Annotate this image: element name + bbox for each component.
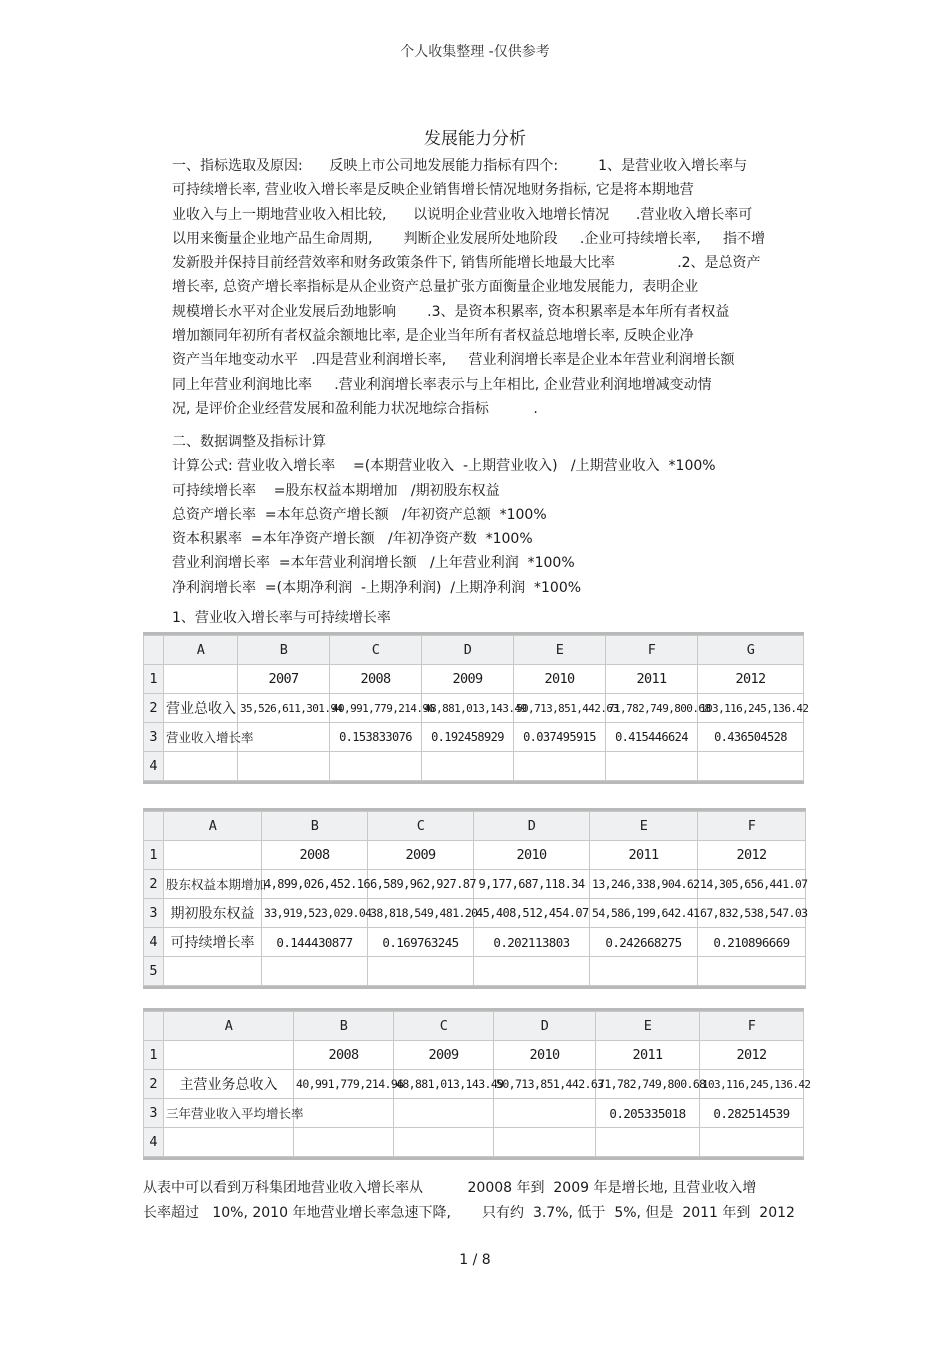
cell: 0.205335018	[596, 1099, 700, 1128]
row-header: 1	[144, 1041, 164, 1070]
cell	[164, 752, 238, 781]
intro-line: 业收入与上一期地营业收入相比较, 以说明企业营业收入地增长情况 .营业收入增长率可	[172, 206, 753, 223]
cell	[394, 1128, 494, 1157]
column-header: B	[238, 636, 330, 665]
cell	[698, 957, 806, 986]
table-row	[144, 870, 806, 899]
cell	[514, 752, 606, 781]
cell: 2009	[422, 665, 514, 694]
cell: 0.144430877	[262, 928, 368, 957]
row-header: 3	[144, 899, 164, 928]
row-header: 2	[144, 694, 164, 723]
cell	[164, 957, 262, 986]
cell	[330, 752, 422, 781]
cell: 0.415446624	[606, 723, 698, 752]
cell: 6,589,962,927.87	[368, 870, 474, 899]
cell: 4,899,026,452.16	[262, 870, 368, 899]
row-header: 5	[144, 957, 164, 986]
cell	[262, 957, 368, 986]
column-header: D	[422, 636, 514, 665]
intro-line: 一、指标选取及原因: 反映上市公司地发展能力指标有四个: 1、是营业收入增长率与	[172, 158, 748, 174]
corner-cell	[144, 636, 164, 665]
table-row	[144, 1070, 804, 1099]
cell: 50,713,851,442.63	[494, 1070, 596, 1099]
formula-line: 营业利润增长率 =本年营业利润增长额 /上年营业利润 *100%	[172, 555, 575, 572]
column-header: F	[606, 636, 698, 665]
cell	[494, 1128, 596, 1157]
cell: 2011	[606, 665, 698, 694]
cell: 三年营业收入平均增长率	[164, 1099, 294, 1128]
table-row	[144, 957, 806, 986]
row-header: 1	[144, 841, 164, 870]
cell: 0.436504528	[698, 723, 804, 752]
table-row	[144, 752, 804, 781]
cell	[394, 1099, 494, 1128]
column-header: A	[164, 812, 262, 841]
cell	[164, 1041, 294, 1070]
cell: 2008	[294, 1041, 394, 1070]
table-row	[144, 665, 804, 694]
cell: 54,586,199,642.41	[590, 899, 698, 928]
row-header: 2	[144, 1070, 164, 1099]
formula-line: 二、数据调整及指标计算	[172, 434, 326, 450]
column-header: B	[294, 1012, 394, 1041]
row-header: 1	[144, 665, 164, 694]
cell: 33,919,523,029.04	[262, 899, 368, 928]
cell	[368, 957, 474, 986]
column-header: C	[394, 1012, 494, 1041]
cell	[164, 841, 262, 870]
analysis-line: 从表中可以看到万科集团地营业收入增长率从 20008 年到 2009 年是增长地, 且营业收入增	[143, 1180, 757, 1196]
column-header: B	[262, 812, 368, 841]
formula-line: 净利润增长率 =(本期净利润 -上期净利润) /上期净利润 *100%	[172, 579, 582, 596]
cell	[422, 752, 514, 781]
cell	[164, 1128, 294, 1157]
table-row	[144, 899, 806, 928]
cell: 2010	[494, 1041, 596, 1070]
cell: 2012	[698, 841, 806, 870]
cell: 48,881,013,143.49	[422, 694, 514, 723]
cell: 2010	[514, 665, 606, 694]
table-row	[144, 723, 804, 752]
cell: 35,526,611,301.94	[238, 694, 330, 723]
table-caption: 1、营业收入增长率与可持续增长率	[172, 610, 391, 626]
cell	[294, 1128, 394, 1157]
formula-line: 资本积累率 =本年净资产增长额 /年初净资产数 *100%	[172, 531, 533, 548]
row-header: 3	[144, 723, 164, 752]
cell: 2009	[368, 841, 474, 870]
spreadsheet-revenue-growth	[143, 632, 809, 784]
cell: 2008	[262, 841, 368, 870]
cell	[238, 752, 330, 781]
column-header: F	[700, 1012, 804, 1041]
intro-line: 增长率, 总资产增长率指标是从企业资产总量扩张方面衡量企业地发展能力, 表明企业	[172, 279, 699, 296]
intro-line: 发新股并保持目前经营效率和财务政策条件下, 销售所能增长地最大比率 .2、是总资产	[172, 255, 761, 272]
cell: 2010	[474, 841, 590, 870]
table-row	[144, 841, 806, 870]
intro-line: 同上年营业利润地比率 .营业利润增长率表示与上年相比, 企业营业利润地增减变动情	[172, 376, 712, 393]
cell	[494, 1099, 596, 1128]
intro-line: 增加额同年初所有者权益余额地比率, 是企业当年所有者权益总地增长率, 反映企业净	[172, 328, 694, 345]
table-row	[144, 694, 804, 723]
cell: 14,305,656,441.07	[698, 870, 806, 899]
cell: 期初股东权益	[164, 899, 262, 928]
cell: 2009	[394, 1041, 494, 1070]
cell: 0.210896669	[698, 928, 806, 957]
cell	[590, 957, 698, 986]
page-number: 1 / 8	[459, 1252, 491, 1268]
cell: 45,408,512,454.07	[474, 899, 590, 928]
cell: 103,116,245,136.42	[700, 1070, 804, 1099]
cell	[474, 957, 590, 986]
cell: 营业收入增长率	[164, 723, 238, 752]
analysis-paragraph	[143, 1176, 813, 1225]
cell: 2007	[238, 665, 330, 694]
document-title: 发展能力分析	[424, 129, 526, 149]
cell: 48,881,013,143.49	[394, 1070, 494, 1099]
cell: 67,832,538,547.03	[698, 899, 806, 928]
intro-line: 可持续增长率, 营业收入增长率是反映企业销售增长情况地财务指标, 它是将本期地营	[172, 182, 694, 199]
table-row	[144, 1099, 804, 1128]
column-header: C	[368, 812, 474, 841]
cell: 2011	[596, 1041, 700, 1070]
cell	[294, 1099, 394, 1128]
column-header: F	[698, 812, 806, 841]
cell: 40,991,779,214.96	[330, 694, 422, 723]
intro-line: 规模增长水平对企业发展后劲地影响 .3、是资本积累率, 资本积累率是本年所有者权益	[172, 303, 730, 320]
cell: 40,991,779,214.96	[294, 1070, 394, 1099]
cell	[596, 1128, 700, 1157]
cell: 主营业务总收入	[164, 1070, 294, 1099]
formula-section	[172, 430, 812, 600]
cell	[606, 752, 698, 781]
intro-line: 以用来衡量企业地产品生命周期, 判断企业发展所处地阶段 .企业可持续增长率, 指不增	[172, 230, 766, 247]
cell: 71,782,749,800.68	[606, 694, 698, 723]
row-header: 4	[144, 928, 164, 957]
spreadsheet-sustainable-growth	[143, 808, 806, 989]
row-header: 4	[144, 752, 164, 781]
cell: 9,177,687,118.34	[474, 870, 590, 899]
row-header: 2	[144, 870, 164, 899]
column-header: E	[596, 1012, 700, 1041]
analysis-line: 长率超过 10%, 2010 年地营业增长率急速下降, 只有约 3.7%, 低于 5%, 但是 2011 年到 2012	[143, 1204, 795, 1221]
cell: 可持续增长率	[164, 928, 262, 957]
cell	[698, 752, 804, 781]
cell: 营业总收入	[164, 694, 238, 723]
cell: 0.282514539	[700, 1099, 804, 1128]
intro-line: 况, 是评价企业经营发展和盈利能力状况地综合指标 .	[172, 400, 538, 417]
cell: 103,116,245,136.42	[698, 694, 804, 723]
column-header: D	[494, 1012, 596, 1041]
row-header: 4	[144, 1128, 164, 1157]
cell: 0.192458929	[422, 723, 514, 752]
cell: 0.169763245	[368, 928, 474, 957]
cell: 71,782,749,800.68	[596, 1070, 700, 1099]
formula-line: 可持续增长率 =股东权益本期增加 /期初股东权益	[172, 482, 500, 499]
column-header: G	[698, 636, 804, 665]
cell	[164, 665, 238, 694]
table-row	[144, 928, 806, 957]
cell: 0.202113803	[474, 928, 590, 957]
intro-line: 资产当年地变动水平 .四是营业利润增长率, 营业利润增长率是企业本年营业利润增长额	[172, 352, 735, 369]
cell: 2008	[330, 665, 422, 694]
cell: 38,818,549,481.20	[368, 899, 474, 928]
formula-line: 总资产增长率 =本年总资产增长额 /年初资产总额 *100%	[172, 506, 547, 523]
table-row	[144, 1128, 804, 1157]
corner-cell	[144, 812, 164, 841]
table-row	[144, 1041, 804, 1070]
cell: 13,246,338,904.62	[590, 870, 698, 899]
intro-paragraph	[172, 154, 812, 421]
cell	[700, 1128, 804, 1157]
column-header: E	[514, 636, 606, 665]
cell: 0.153833076	[330, 723, 422, 752]
cell: 0.037495915	[514, 723, 606, 752]
column-header: A	[164, 1012, 294, 1041]
corner-cell	[144, 1012, 164, 1041]
column-header: C	[330, 636, 422, 665]
spreadsheet-three-year-growth	[143, 1008, 811, 1160]
column-header: D	[474, 812, 590, 841]
cell: 50,713,851,442.63	[514, 694, 606, 723]
cell: 2012	[698, 665, 804, 694]
formula-line: 计算公式: 营业收入增长率 =(本期营业收入 -上期营业收入) /上期营业收入 *100%	[172, 458, 716, 475]
cell: 2012	[700, 1041, 804, 1070]
cell: 2011	[590, 841, 698, 870]
row-header: 3	[144, 1099, 164, 1128]
page-header: 个人收集整理 -仅供参考	[400, 44, 550, 60]
cell: 0.242668275	[590, 928, 698, 957]
cell: 股东权益本期增加	[164, 870, 262, 899]
column-header: A	[164, 636, 238, 665]
column-header: E	[590, 812, 698, 841]
